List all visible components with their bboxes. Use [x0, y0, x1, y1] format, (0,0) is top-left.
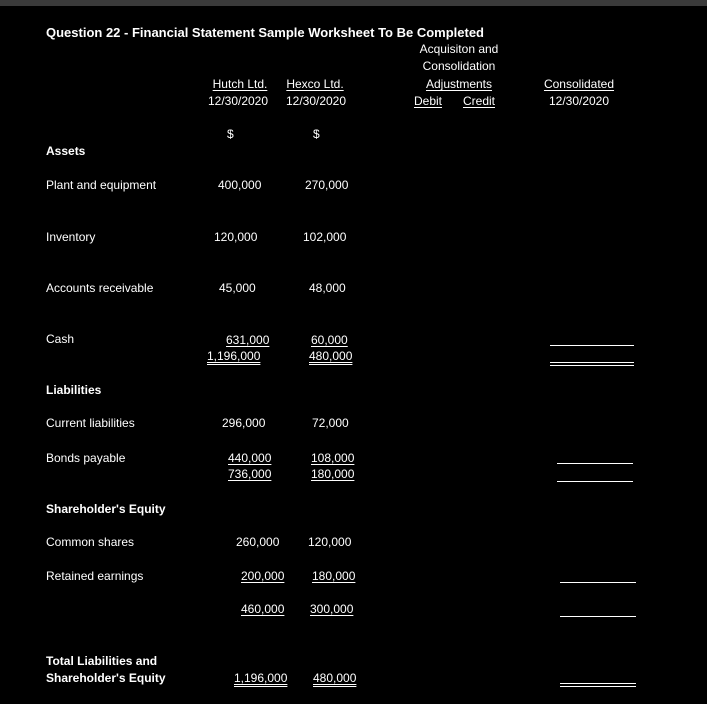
consolidated-grand-total-blank-1 — [560, 683, 636, 684]
plant-equipment-hutch-value: 400,000 — [218, 178, 262, 192]
debit-header: Debit — [414, 94, 443, 108]
liabilities-total-hexco-value: 180,000 — [311, 467, 355, 481]
hexco-currency-symbol: $ — [313, 127, 320, 141]
adjustments-header-line3: Adjustments — [425, 77, 493, 91]
grand-total-hexco-value: 480,000 — [313, 671, 357, 685]
equity-total-hutch-value: 460,000 — [241, 602, 285, 616]
plant-equipment-label: Plant and equipment — [46, 178, 157, 192]
hexco-date-header: 12/30/2020 — [285, 94, 347, 108]
grand-total-hutch-value: 1,196,000 — [234, 671, 288, 685]
consolidated-equity-total-blank — [560, 616, 636, 617]
consolidated-liabilities-total-blank — [557, 481, 633, 482]
consolidated-retained-earnings-blank — [560, 582, 636, 583]
page-title: Question 22 - Financial Statement Sample Worksheet To Be Completed — [46, 25, 485, 40]
credit-header: Credit — [463, 94, 496, 108]
current-liabilities-label: Current liabilities — [46, 416, 135, 430]
consolidated-date-header: 12/30/2020 — [548, 94, 610, 108]
liabilities-section-heading: Liabilities — [46, 383, 102, 397]
cash-hutch-value: 631,000 — [226, 333, 270, 347]
hutch-name-header: Hutch Ltd. — [212, 77, 268, 91]
common-shares-hutch-value: 260,000 — [236, 535, 280, 549]
bonds-payable-hexco-value: 108,000 — [311, 451, 355, 465]
bonds-payable-label: Bonds payable — [46, 451, 126, 465]
total-label-line2: Shareholder's Equity — [46, 671, 166, 685]
consolidated-grand-total-blank-2 — [560, 686, 636, 687]
consolidated-assets-total-blank-1 — [550, 362, 634, 363]
hutch-currency-symbol: $ — [227, 127, 234, 141]
retained-earnings-hexco-value: 180,000 — [312, 569, 356, 583]
bonds-payable-hutch-value: 440,000 — [228, 451, 272, 465]
inventory-label: Inventory — [46, 230, 96, 244]
liabilities-total-hutch-value: 736,000 — [228, 467, 272, 481]
adjustments-header-line1: Acquisiton and — [419, 42, 499, 56]
consolidated-assets-total-blank-2 — [550, 365, 634, 366]
retained-earnings-label: Retained earnings — [46, 569, 144, 583]
assets-total-hexco-value: 480,000 — [309, 349, 353, 363]
window-top-border — [0, 0, 707, 6]
total-label-line1: Total Liabilities and — [46, 654, 158, 668]
cash-hexco-value: 60,000 — [311, 333, 348, 347]
common-shares-hexco-value: 120,000 — [308, 535, 352, 549]
consolidated-header: Consolidated — [543, 77, 615, 91]
consolidated-bonds-blank — [557, 463, 633, 464]
current-liabilities-hexco-value: 72,000 — [312, 416, 349, 430]
equity-total-hexco-value: 300,000 — [310, 602, 354, 616]
assets-total-hutch-value: 1,196,000 — [207, 349, 261, 363]
common-shares-label: Common shares — [46, 535, 135, 549]
current-liabilities-hutch-value: 296,000 — [222, 416, 266, 430]
hexco-name-header: Hexco Ltd. — [286, 77, 344, 91]
accounts-receivable-hexco-value: 48,000 — [309, 281, 346, 295]
plant-equipment-hexco-value: 270,000 — [305, 178, 349, 192]
retained-earnings-hutch-value: 200,000 — [241, 569, 285, 583]
accounts-receivable-label: Accounts receivable — [46, 281, 154, 295]
consolidated-cash-blank — [550, 345, 634, 346]
inventory-hexco-value: 102,000 — [303, 230, 347, 244]
cash-label: Cash — [46, 332, 75, 346]
adjustments-header-line2: Consolidation — [422, 59, 496, 73]
equity-section-heading: Shareholder's Equity — [46, 502, 166, 516]
hutch-date-header: 12/30/2020 — [207, 94, 269, 108]
inventory-hutch-value: 120,000 — [214, 230, 258, 244]
accounts-receivable-hutch-value: 45,000 — [219, 281, 256, 295]
assets-section-heading: Assets — [46, 144, 86, 158]
